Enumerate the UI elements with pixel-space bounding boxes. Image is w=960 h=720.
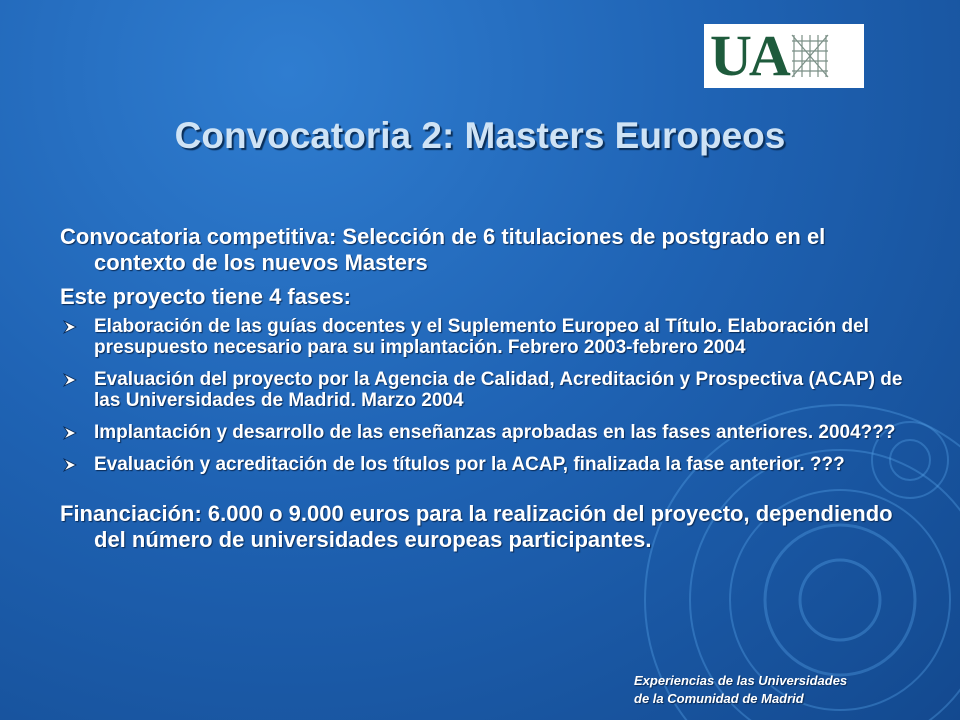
- phases-list: [60, 316, 910, 475]
- phase-text: Evaluación y acreditación de los títulos por la ACAP, finalizada la fase anterior. ???: [94, 454, 845, 475]
- footer-line-1: Experiencias de las Universidades: [634, 673, 848, 688]
- phase-text: Implantación y desarrollo de las enseñanzas aprobadas en las fases anteriores. 2004???: [94, 422, 896, 443]
- phase-item: [60, 369, 910, 411]
- logo-grid-icon: [790, 33, 830, 79]
- slide-title: Convocatoria 2: Masters Europeos: [174, 115, 786, 156]
- uam-logo: [704, 24, 864, 88]
- arrow-bullet-icon: [62, 319, 78, 335]
- logo-text: UA: [710, 23, 788, 88]
- arrow-bullet-icon: [62, 372, 78, 388]
- arrow-bullet-icon: [62, 425, 78, 441]
- footer-line-2: de la Comunidad de Madrid: [634, 691, 804, 706]
- phases-heading: Este proyecto tiene 4 fases:: [60, 284, 352, 309]
- financing-paragraph: Financiación: 6.000 o 9.000 euros para la realización del proyecto, dependiendo del número de universidades europeas participantes.: [60, 501, 893, 552]
- slide-content: [60, 224, 910, 553]
- phase-text: Evaluación del proyecto por la Agencia de Calidad, Acreditación y Prospectiva (ACAP) de las Universidades de Madrid. Marzo 2004: [94, 369, 903, 411]
- footer-caption: [634, 672, 847, 708]
- phase-item: [60, 422, 910, 443]
- arrow-bullet-icon: [62, 457, 78, 473]
- phase-text: Elaboración de las guías docentes y el Suplemento Europeo al Título. Elaboración del presupuesto necesario para su implantación. Febrero 2003-febrero 2004: [94, 316, 869, 358]
- intro-paragraph: Convocatoria competitiva: Selección de 6 titulaciones de postgrado en el contexto de los nuevos Masters: [60, 224, 826, 275]
- phase-item: [60, 454, 910, 475]
- phase-item: [60, 316, 910, 358]
